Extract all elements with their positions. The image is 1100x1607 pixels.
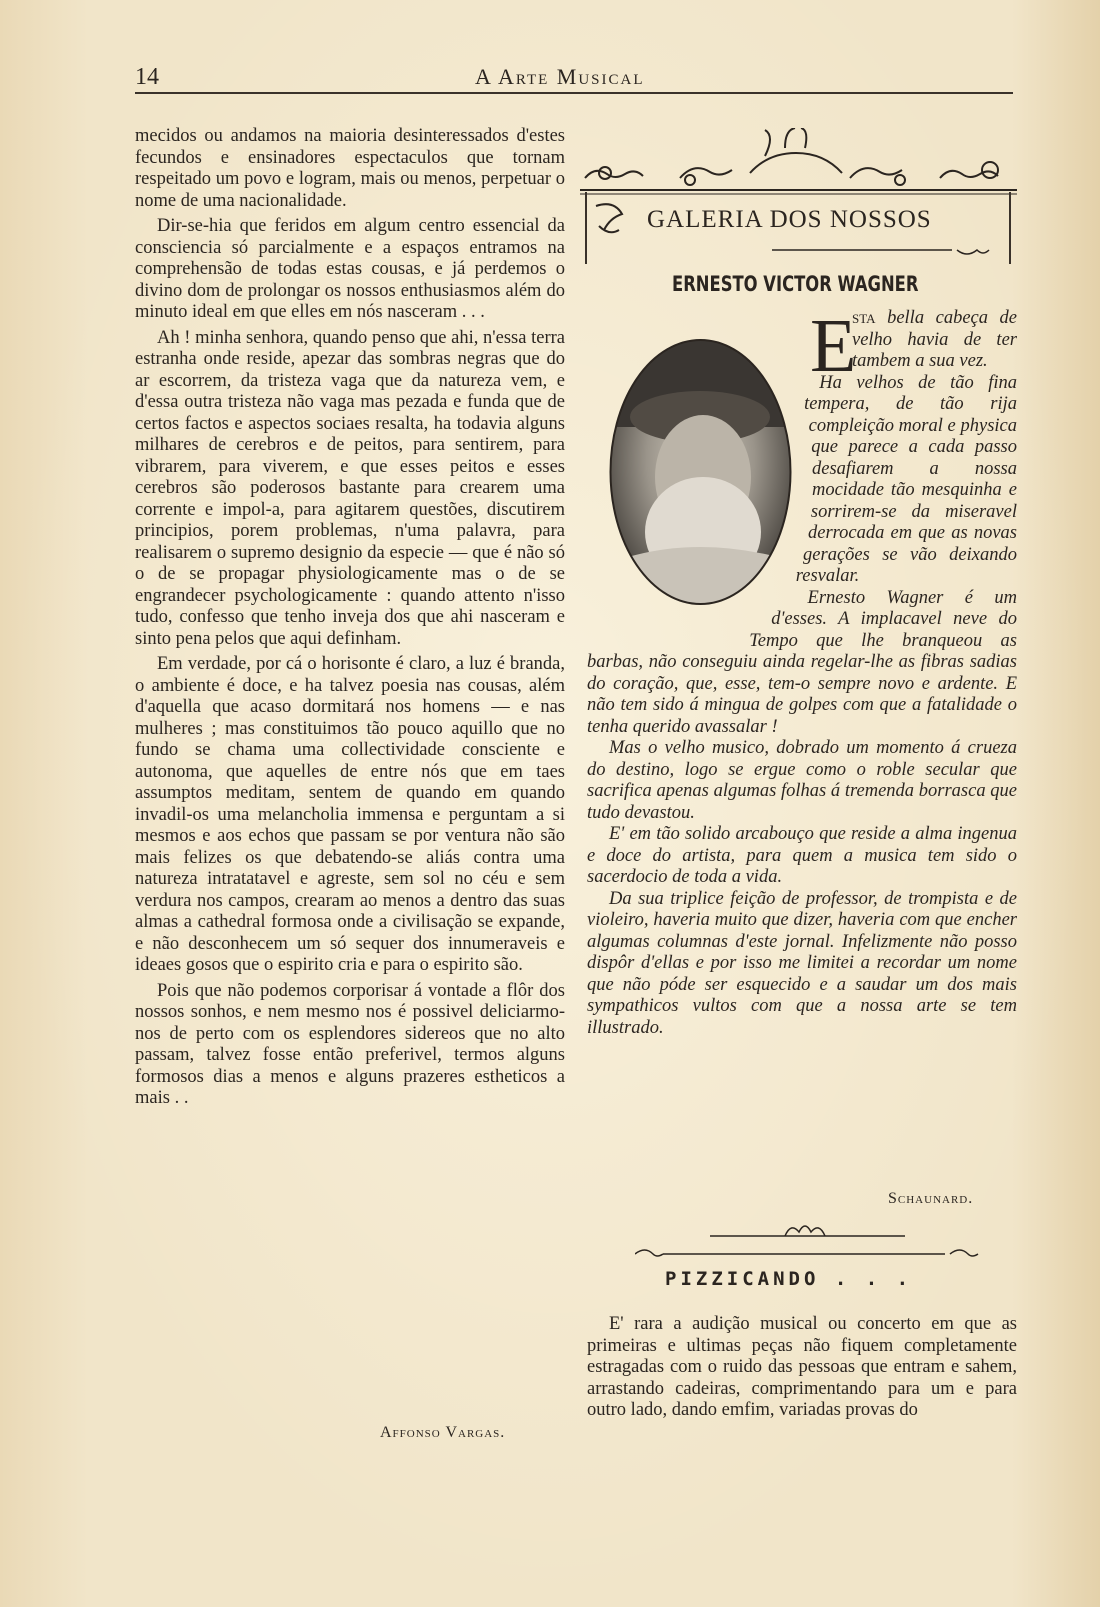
galeria-article (587, 304, 1017, 1039)
article-paragraph: Em verdade, por cá o horisonte é claro, a luz é branda, o ambiente é doce, e ha talvez poesia nas cousas, além d'aquella que acaso dormitará nos homens — e nas mulheres ; mas constituimos tão pouco aquillo que no fundo se chama uma collectividade consciente e autonoma, que aquelles de entre nós que em taes assumptos meditam, sentem de quando em quando invadil-os uma melancholia immensa e perguntam a si mesmos e aos echos que passam se por ventura não são mais felizes os que debatendo-se aliás contra uma natureza intratatavel e agreste, sem sol no céu e sem verdura nos campos, crearam ao menos a dentro das suas almas a cathedral formosa onde a civilisação se expande, e não desconhecem um só sequer dos innumeraveis e ideaes gosos que o espirito cria e para o espirito são. (135, 654, 565, 975)
page-number: 14 (135, 64, 159, 90)
subject-name: ERNESTO VICTOR WAGNER (672, 272, 919, 296)
article-paragraph: mecidos ou andamos na maioria desinteressados d'estes fecundos e ensinadores espectaculos que tornam respeitado um povo e logram, mais ou menos, perpetuar o nome de uma nacionalidade. (135, 126, 565, 211)
section-title: PIZZICANDO . . . (665, 1268, 913, 1290)
article-paragraph: E' rara a audição musical ou concerto em que as primeiras e ultimas peças não fiquem completamente estragadas com o ruido das pessoas que entram e sahem, arrastando cadeiras, comprimentando para um e para outro lado, dando emfim, variadas provas do (587, 1314, 1017, 1420)
author-signature: Affonso Vargas. (380, 1424, 506, 1441)
article-paragraph: Mas o velho musico, dobrado um momento á crueza do destino, logo se ergue como o roble secular que sacrifica apenas algumas folhas á tremenda borrasca que tudo devastou. (587, 738, 1017, 823)
drop-cap: E (810, 304, 857, 388)
galeria-heading-box (585, 192, 1011, 264)
article-paragraph: Ernesto Wagner é um d'esses. A implacavel neve do Tempo que lhe branqueou as barbas, não conseguiu ainda regelar-lhe as fibras sadias do coração, que, esse, tem-o sempre novo e ardente. E não tem sido á mingua de golpes com que a fatalidade o tenha querido avassalar ! (587, 587, 1017, 737)
section-divider-ornament (635, 1222, 980, 1264)
publication-title: A Arte Musical (475, 64, 645, 89)
article-paragraph: Dir-se-hia que feridos em algum centro essencial da consciencia só parcialmente e a espaços entramos na comprehensão de todas estas cousas, e já perdemos o divino dom de prolongar os nossos enthusiasmos além do minuto ideal em que elles em nós nasceram . . . (135, 216, 565, 322)
decorative-rule (772, 244, 992, 260)
article-paragraph: Ah ! minha senhora, quando penso que ahi, n'essa terra estranha onde reside, apezar das sombras negras que do ar escorrem, da tristeza vaga que da natureza vem, e d'essa outra tristeza não vaga mas pezada e funda que de certos factos e aspectos sociaes resalta, ha todavia alguns milhares de cerebros e de peitos, para sentirem, para vibrarem, para viverem, e que esses peitos e esses cerebros são poderosos bastante para crearem uma corrente e impol-a, para agitarem questões, discutirem principios, porem problemas, n'uma palavra, para realisarem o supremo designio da especie — que é não só o de se propagar physiologicamente mas o de se engrandecer psychologicamente : quando attento n'isso tudo, confesso que tenho inveja dos que ahi nasceram e sinto pena pelos que aqui definham. (135, 327, 565, 649)
pizzicando-article (587, 1314, 1017, 1422)
article-paragraph: Ha velhos de tão fina tempera, de tão rija compleição moral e physica que parece a cada passo desafiarem a nossa mocidade tão mesquinha e sorrirem-se da miseravel derrocada em que as novas gerações se vão deixando resvalar. (795, 372, 1017, 586)
section-title: GALERIA DOS NOSSOS (647, 206, 932, 233)
article-paragraph: Pois que não podemos corporisar á vontade a flôr dos nossos sonhos, e nem mesmo nos é possivel deliciarmo-nos de perto com os esplendores sidereos que no alto passam, talvez fosse então preferivel, termos alguns formosos dias a menos e alguns prazeres estheticos a mais . . (135, 980, 565, 1108)
smallcaps-lead: sta (852, 308, 876, 328)
article-paragraph: E' em tão solido arcabouço que reside a alma ingenua e doce do artista, para quem a musica tem sido o sacerdocio de toda a vida. (587, 824, 1017, 887)
left-column-article (135, 126, 565, 1110)
flourish-icon (591, 198, 631, 242)
decorative-ornament (580, 128, 1017, 196)
article-paragraph: Da sua triplice feição de professor, de trompista e de violeiro, haveria muito que dizer, haveria com que encher algumas columnas d'este jornal. Infelizmente não posso dispôr d'ellas e por isso me limitei a recordar um nome que não póde ser esquecido e a saudar um dos mais sympathicos vultos com que a nossa arte se tem illustrado. (587, 888, 1017, 1038)
page-header (135, 60, 1013, 94)
author-signature: Schaunard. (888, 1190, 974, 1207)
article-paragraph: sta bella cabeça de velho havia de ter tambem a sua vez. (852, 308, 1017, 371)
